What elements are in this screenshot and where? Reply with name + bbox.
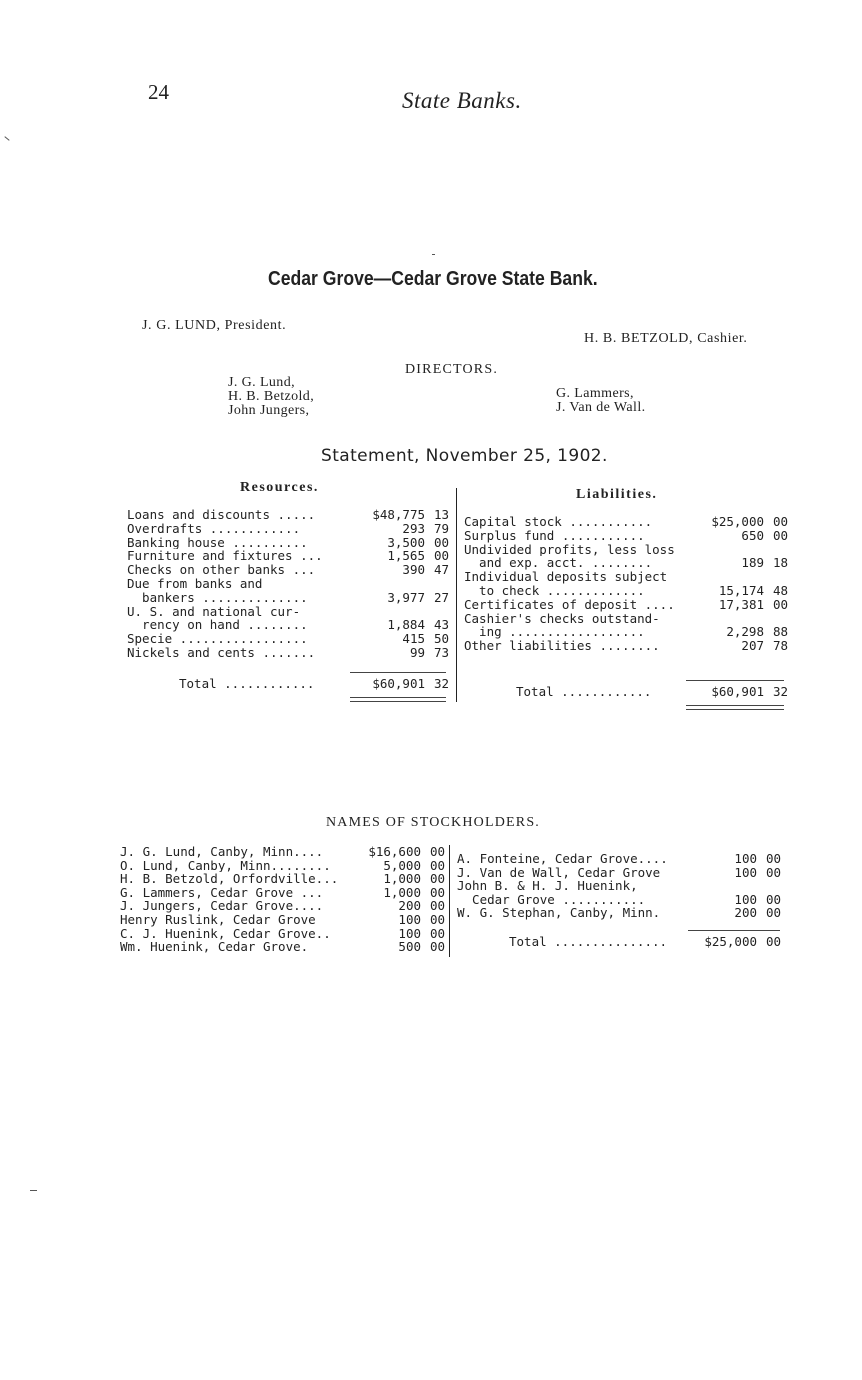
row-dollars: 200 <box>398 898 421 914</box>
row-dollars: 100 <box>398 925 421 941</box>
ledger-row <box>127 522 449 536</box>
rule <box>350 672 446 673</box>
ledger-row <box>464 612 788 626</box>
total-cents: 32 <box>772 684 788 699</box>
row-label: bankers .............. <box>127 590 308 605</box>
row-dollars: 2,298 <box>726 624 764 640</box>
row-cents <box>764 543 788 557</box>
rule <box>350 697 446 698</box>
row-label: Specie ................. <box>127 632 308 646</box>
row-label: Wm. Huenink, Cedar Grove. <box>120 940 309 954</box>
row-dollars: 415 <box>402 631 425 647</box>
row-dollars: 390 <box>402 562 425 578</box>
row-label: Furniture and fixtures ... <box>127 549 323 564</box>
bank-title: Cedar Grove—Cedar Grove State Bank. <box>268 268 598 290</box>
row-cents: 00 <box>765 851 781 866</box>
row-label: W. G. Stephan, Canby, Minn. <box>457 906 661 920</box>
row-dollars: 1,000 <box>383 884 421 900</box>
row-cents: 00 <box>429 871 445 887</box>
director-name: John Jungers, <box>228 403 310 418</box>
stockholders-right <box>457 852 781 920</box>
row-dollars: 100 <box>734 851 757 866</box>
row-cents: 73 <box>433 644 449 660</box>
row-cents: 79 <box>433 520 449 536</box>
directors-left <box>228 376 314 418</box>
ledger-row <box>120 927 445 941</box>
row-cents: 00 <box>772 527 788 543</box>
row-label: Checks on other banks ... <box>127 563 316 577</box>
total-cents: 32 <box>433 676 449 691</box>
row-cents <box>757 879 781 893</box>
ledger-row <box>464 515 788 529</box>
row-cents <box>425 577 449 591</box>
total-dollars: $25,000 <box>704 934 757 949</box>
row-cents: 00 <box>429 939 445 955</box>
row-label: Certificates of deposit .... <box>464 597 675 612</box>
row-dollars: 207 <box>741 638 764 654</box>
row-cents: 43 <box>433 617 449 633</box>
row-label: U. S. and national cur- <box>127 604 301 619</box>
row-cents: 13 <box>433 507 449 522</box>
row-dollars: 100 <box>734 864 757 880</box>
row-label: Undivided profits, less loss <box>464 542 675 557</box>
row-label: Other liabilities ........ <box>464 639 660 653</box>
ledger-row <box>127 577 449 591</box>
total-cents: 00 <box>765 934 781 949</box>
ledger-row <box>127 591 449 605</box>
ledger-row <box>127 605 449 619</box>
row-dollars: 1,884 <box>387 617 425 633</box>
ledger-row <box>120 845 445 859</box>
ledger-row <box>464 529 788 543</box>
resources-heading: Resources. <box>240 480 319 495</box>
ledger-row <box>127 536 449 550</box>
ledger-row <box>127 618 449 632</box>
ledger-row <box>127 508 449 522</box>
resources-table <box>127 508 449 660</box>
stockholders-heading: NAMES OF STOCKHOLDERS. <box>326 815 541 830</box>
row-label: J. G. Lund, Canby, Minn.... <box>120 845 324 859</box>
row-dollars: 17,381 <box>718 596 764 612</box>
row-dollars <box>690 543 764 557</box>
row-cents: 88 <box>772 624 788 640</box>
row-cents: 00 <box>429 844 445 859</box>
rule <box>350 701 446 702</box>
row-label: J. Van de Wall, Cedar Grove <box>457 865 661 880</box>
ledger-row <box>120 899 445 913</box>
row-label: Cashier's checks outstand- <box>464 611 660 626</box>
scan-mark <box>30 1190 37 1191</box>
ledger-row <box>127 549 449 563</box>
row-cents: 00 <box>429 857 445 873</box>
row-label: O. Lund, Canby, Minn........ <box>120 858 331 873</box>
row-label: ing .................. <box>464 625 645 640</box>
row-label: Due from banks and <box>127 576 263 591</box>
row-label: G. Lammers, Cedar Grove ... <box>120 885 324 900</box>
row-label: to check ............. <box>464 583 645 598</box>
row-cents: 00 <box>429 925 445 941</box>
total-label: Total ............ <box>516 685 652 699</box>
ledger-row <box>127 646 449 660</box>
row-dollars: $16,600 <box>368 844 421 859</box>
ledger-row <box>464 556 788 570</box>
ledger-row <box>464 639 788 653</box>
row-dollars: 293 <box>402 520 425 536</box>
row-dollars <box>351 605 425 619</box>
page-number: 24 <box>148 80 169 104</box>
row-cents: 00 <box>433 534 449 550</box>
row-cents: 00 <box>765 864 781 880</box>
row-label: A. Fonteine, Cedar Grove.... <box>457 852 668 866</box>
ledger-row <box>464 584 788 598</box>
row-cents: 00 <box>429 911 445 927</box>
row-label: Cedar Grove ........... <box>457 892 646 907</box>
scan-mark <box>432 254 435 255</box>
liabilities-table <box>464 515 788 653</box>
ledger-row <box>120 913 445 927</box>
scan-mark <box>4 136 9 141</box>
row-cents: 00 <box>772 596 788 612</box>
ledger-row <box>457 879 781 893</box>
row-dollars: 3,977 <box>387 589 425 605</box>
directors-right <box>556 387 646 415</box>
ledger-row <box>457 893 781 907</box>
row-dollars: $25,000 <box>711 514 764 529</box>
row-label: Henry Ruslink, Cedar Grove <box>120 912 316 927</box>
row-cents <box>764 570 788 584</box>
row-dollars: 15,174 <box>718 582 764 598</box>
row-label: Surplus fund ........... <box>464 528 645 543</box>
row-dollars: $48,775 <box>372 507 425 522</box>
ledger-row <box>120 886 445 900</box>
director-name: G. Lammers, <box>556 386 634 401</box>
row-cents: 00 <box>433 548 449 564</box>
row-cents: 47 <box>433 562 449 578</box>
ledger-row <box>120 940 445 954</box>
stockholders-total-row <box>457 935 781 949</box>
president: J. G. LUND, President. <box>142 318 287 333</box>
directors-heading: DIRECTORS. <box>405 362 499 377</box>
row-dollars: 650 <box>741 527 764 543</box>
row-label: C. J. Huenink, Cedar Grove.. <box>120 926 331 941</box>
row-cents <box>764 612 788 626</box>
total-label: Total ............ <box>179 677 315 691</box>
ledger-row <box>464 598 788 612</box>
row-dollars: 99 <box>409 644 425 660</box>
row-cents: 00 <box>429 884 445 900</box>
row-dollars: 1,000 <box>383 871 421 887</box>
liabilities-heading: Liabilities. <box>576 487 658 502</box>
rule <box>686 705 784 706</box>
ledger-row <box>127 563 449 577</box>
rule <box>686 680 784 681</box>
running-title: State Banks. <box>402 88 522 113</box>
row-label: Individual deposits subject <box>464 570 668 584</box>
director-name: H. B. Betzold, <box>228 389 315 404</box>
row-cents: 00 <box>765 905 781 921</box>
ledger-row <box>464 543 788 557</box>
rule <box>686 709 784 710</box>
statement-title: Statement, November 25, 1902. <box>321 446 608 466</box>
ledger-row <box>120 872 445 886</box>
row-cents <box>425 605 449 619</box>
row-label: and exp. acct. ........ <box>464 556 653 571</box>
row-label: J. Jungers, Cedar Grove.... <box>120 899 324 913</box>
cashier: H. B. BETZOLD, Cashier. <box>584 331 748 346</box>
director-name: J. Van de Wall. <box>556 400 646 415</box>
row-cents: 00 <box>772 514 788 529</box>
row-label: Nickels and cents ....... <box>127 645 316 660</box>
rule <box>688 930 780 931</box>
row-cents: 48 <box>772 582 788 598</box>
row-cents: 27 <box>433 589 449 605</box>
row-dollars: 189 <box>741 555 764 571</box>
row-label: John B. & H. J. Huenink, <box>457 879 638 893</box>
row-dollars: 100 <box>398 911 421 927</box>
column-divider <box>456 488 457 702</box>
row-cents: 00 <box>765 891 781 907</box>
row-label: H. B. Betzold, Orfordville... <box>120 872 339 886</box>
row-dollars <box>687 879 757 893</box>
ledger-row <box>457 906 781 920</box>
row-cents: 00 <box>429 898 445 914</box>
row-dollars: 1,565 <box>387 548 425 564</box>
total-label: Total ............... <box>509 935 668 949</box>
row-label: Loans and discounts ..... <box>127 508 316 522</box>
stockholders-left <box>120 845 445 954</box>
total-dollars: $60,901 <box>711 684 764 699</box>
row-cents: 18 <box>772 555 788 571</box>
liabilities-total-row <box>464 685 788 699</box>
ledger-row <box>127 632 449 646</box>
ledger-row <box>464 570 788 584</box>
row-dollars: 500 <box>398 939 421 955</box>
row-dollars: 100 <box>734 891 757 907</box>
row-cents: 50 <box>433 631 449 647</box>
ledger-row <box>464 625 788 639</box>
row-dollars <box>690 570 764 584</box>
total-dollars: $60,901 <box>372 676 425 691</box>
row-dollars: 5,000 <box>383 857 421 873</box>
row-dollars <box>690 612 764 626</box>
column-divider <box>449 845 450 957</box>
ledger-row <box>457 852 781 866</box>
row-cents: 78 <box>772 638 788 654</box>
row-label: rency on hand ........ <box>127 618 308 633</box>
resources-total-row <box>127 677 449 691</box>
row-label: Banking house .......... <box>127 535 308 550</box>
row-dollars <box>351 577 425 591</box>
ledger-row <box>120 859 445 873</box>
row-label: Capital stock ........... <box>464 515 653 529</box>
ledger-row <box>457 866 781 880</box>
director-name: J. G. Lund, <box>228 375 296 390</box>
row-dollars: 3,500 <box>387 534 425 550</box>
row-label: Overdrafts ............ <box>127 521 301 536</box>
row-dollars: 200 <box>734 905 757 921</box>
